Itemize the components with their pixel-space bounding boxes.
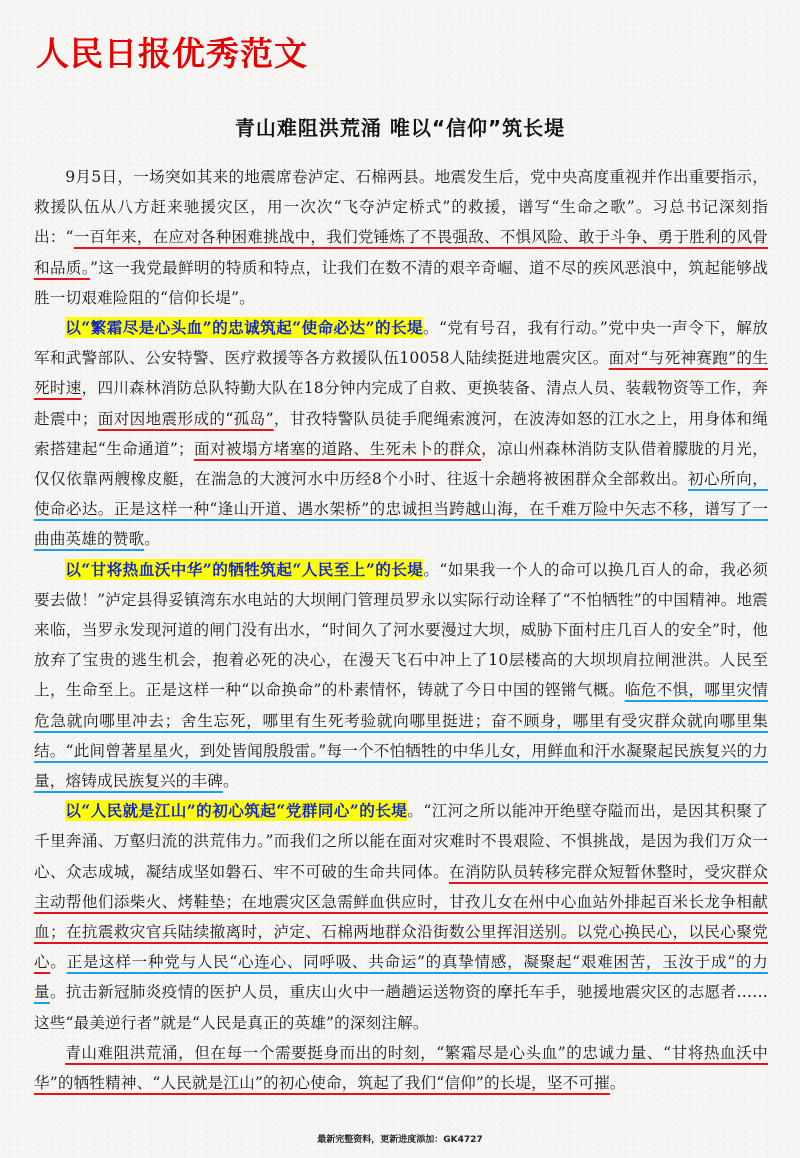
text-segment: ，甘孜特警队员徒手爬绳索渡河，在波涛如怒的江水之上，用身体和绳索搭建起“生命通道”； <box>34 409 769 458</box>
blue-underlined-text: 正是这样一种党与人民“心连心、同呼吸、共命运”的真挚情感，凝聚起“艰难困苦，玉汝于成”的力量 <box>34 953 768 1002</box>
red-underlined-text: 青山难阻洪荒涌，但在每一个需要挺身而出的时刻，“繁霜尽是心头血”的忠诚力量、“甘将热血沃中华”的牺牲精神、“人民就是江山”的初心使命，筑起了我们“信仰”的长堤，坚不可摧 <box>34 1043 768 1093</box>
text-segment: ，四川森林消防总队特勤大队在18分钟内完成了自救、更换装备、清点人员、装载物资等工作，奔赴震中； <box>34 379 768 428</box>
text-segment: ”这一我党最鲜明的特质和特点，让我们在数不清的艰辛奇崛、道不尽的疾风恶浪中，筑起能够战胜一切艰难险阻的“信仰长堤”。 <box>34 258 768 307</box>
red-underlined-text: 在消防队员转移完群众短暂休整时，受灾群众主动帮他们添柴火、烤鞋垫；在地震灾区急需鲜血供应时，甘孜儿女在州中心血站外排起百米长龙争相献血；在抗震救灾官兵陆续撤离时，泸定、石棉两地群众沿街数公里挥泪送别。以党心换民心，以民心聚党心 <box>34 862 768 972</box>
text-segment: 。 <box>222 772 239 791</box>
text-segment: 。抗击新冠肺炎疫情的医护人员，重庆山火中一趟趟运送物资的摩托车手，驰援地震灾区的志愿者……这些“最美逆行者”就是“人民是真正的英雄”的深刻注解。 <box>34 983 768 1032</box>
red-underlined-text: 面对被塌方堵塞的道路、生死未卜的群众 <box>193 439 482 458</box>
highlighted-subheading: 以“甘将热血沃中华”的牺牲筑起“人民至上”的长堤 <box>65 559 424 579</box>
highlighted-subheading: 以“人民就是江山”的初心筑起“党群同心”的长堤 <box>65 801 408 821</box>
text-segment: 。 <box>609 1074 626 1093</box>
red-underlined-text: 面对因地震形成的“孤岛” <box>97 409 274 428</box>
text-segment: 。“如果我一个人的命可以换几百人的命，我必须要去做！”泸定县得妥镇湾东水电站的大坝闸门管理员罗永以实际行动诠释了“不怕牺牲”的中国精神。地震来临，当罗永发现河道的闸门没有出水，“时间久了河水要漫过大坝，威胁下面村庄几百人的安全”时，他放弃了宝贵的逃生机会，抱着必死的决心，在漫天飞石中冲上了10层楼高的大坝坝肩拉闸泄洪。人民至上，生命至上。正是这样一种“以命换命”的朴素情怀，铸就了今日中国的铿锵气概。 <box>34 560 768 700</box>
text-segment: 。 <box>144 530 160 549</box>
paragraph-1 <box>34 162 768 313</box>
text-segment: 9月5日，一场突如其来的地震席卷泸定、石棉两县。地震发生后，党中央高度重视并作出重要指示，救援队伍从八方赶来驰援灾区，用一次次“飞夺泸定桥式”的救援，谱写“生命之歌”。习总书记深刻指出：“ <box>34 168 768 247</box>
blue-underlined-text: 临危不惧，哪里灾情危急就向哪里冲去；舍生忘死，哪里有生死考验就向哪里挺进；奋不顾身，哪里有受灾群众就向哪里集结。“此间曾著星星火，到处皆闻殷殷雷。”每一个不怕牺牲的中华儿女，用鲜血和汗水凝聚起民族复兴的力量，熔铸成民族复兴的丰碑 <box>34 681 768 791</box>
paragraph-4 <box>34 796 768 1038</box>
text-segment: 。“江河之所以能冲开绝壁夺隘而出，是因其积聚了千里奔涌、万壑归流的洪荒伟力。”而我们之所以能在面对灾难时不畏艰险、不惧挑战，是因为我们万众一心、众志成城，凝结成坚如磐石、牢不可破的生命共同体。 <box>34 802 768 881</box>
text-segment: 。 <box>50 953 67 972</box>
article-body <box>34 162 768 1098</box>
paragraph-3 <box>34 555 768 797</box>
article-title: 青山难阻洪荒涌 唯以“信仰”筑长堤 <box>234 116 566 140</box>
text-segment: ，凉山州森林消防支队借着朦胧的月光，仅仅依靠两艘橡皮艇，在湍急的大渡河水中历经8个小时、往返十余趟将被困群众全部救出。 <box>34 439 768 489</box>
red-underlined-text: 面对“与死神赛跑”的生死时速 <box>34 349 768 398</box>
footer-note: 最新完整资料，更新进度添加：GK4727 <box>317 1135 483 1145</box>
blue-underlined-text: 初心所向，使命必达。正是这样一种“逢山开道、遇水架桥”的忠诚担当跨越山海，在千难万险中矢志不移，谱写了一曲曲英雄的赞歌 <box>34 470 768 549</box>
highlighted-subheading: 以“繁霜尽是心头血”的忠诚筑起“使命必达”的长堤 <box>65 318 423 338</box>
text-segment: 。“党有号召，我有行动。”党中央一声令下，解放军和武警部队、公安特警、医疗救援等各方救援队伍10058人陆续挺进地震灾区。 <box>34 319 768 368</box>
red-underlined-quote: 一百年来，在应对各种困难挑战中，我们党锤炼了不畏强敌、不惧风险、敢于斗争、勇于胜利的风骨和品质。 <box>34 228 768 277</box>
paragraph-2 <box>34 313 768 555</box>
paragraph-5 <box>34 1038 768 1098</box>
brand-header: 人民日报优秀范文 <box>36 34 308 73</box>
